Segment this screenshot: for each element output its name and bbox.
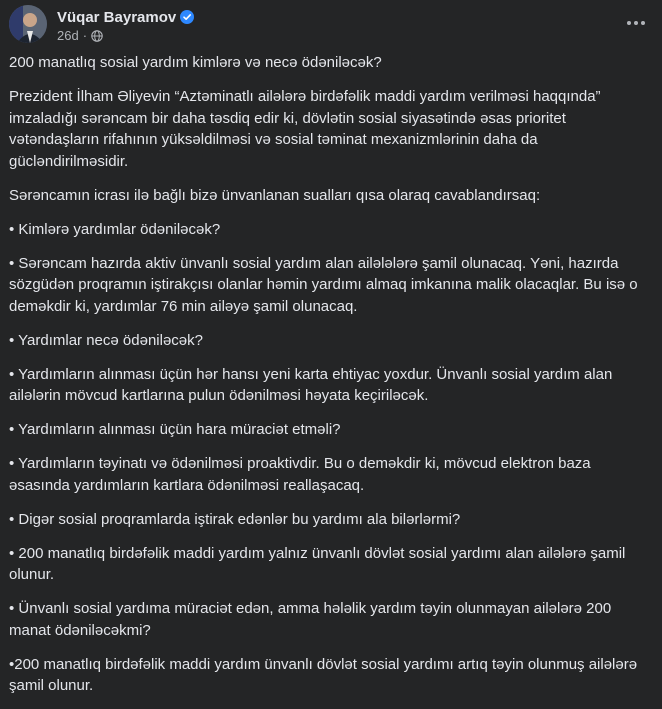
post-meta: [57, 28, 103, 43]
post-paragraph: Sərəncamın icrası ilə bağlı bizə ünvanlanan sualları qısa olaraq cavablandırsaq:: [9, 186, 541, 204]
post-paragraph: 200 manatlıq sosial yardım kimlərə və necə ödəniləcək?: [9, 54, 382, 71]
post-paragraph: • Digər sosial proqramlarda iştirak edənlər bu yardımı ala bilərlərmi?: [9, 510, 461, 528]
meta-separator: ·: [82, 28, 88, 43]
post-paragraph: • Sərəncam hazırda aktiv ünvanlı sosial yardım alan ailələlərə şamil olunacaq. Yəni, hazırda sözgüdən proqramın iştirakçısı olanlar həmin yardımı almaq imkanına malik olacaqlar. Bu isə o deməkdir ki, yardımlar 76 min ailəyə şamil olunacaq.: [9, 254, 638, 315]
post-paragraph: • Kimlərə yardımlar ödəniləcək?: [9, 220, 221, 238]
post-body: [9, 52, 655, 709]
post-paragraph: • Yardımlar necə ödəniləcək?: [9, 331, 203, 349]
post-header: [9, 5, 654, 45]
avatar[interactable]: [9, 5, 47, 43]
author-line: [57, 7, 194, 27]
post-paragraph: Prezident İlham Əliyevin “Aztəminatlı ailələrə birdəfəlik maddi yardım verilməsi haqqında” imzaladığı sərəncam bir daha təsdiq edir ki, dövlətin sosial siyasətində əsas prioritet vətəndaşların rifahının yüksəldilməsi və sosial təminat mexanizmlərinin daha da gücləndirilməsidir.: [9, 88, 601, 170]
post-paragraph: • 200 manatlıq birdəfəlik maddi yardım yalnız ünvanlı dövlət sosial yardımı alan ailələrə şamil olunur.: [9, 544, 626, 583]
globe-icon[interactable]: [91, 30, 103, 42]
more-options-icon[interactable]: [622, 13, 650, 33]
post-paragraph: • Yardımların təyinatı və ödənilməsi proaktivdir. Bu o deməkdir ki, mövcud elektron baza əsasında yardımların kartlara ödənilməsi reallaşacaq.: [9, 455, 591, 494]
post-paragraph: • Yardımların alınması üçün hara müraciət etməli?: [9, 421, 341, 438]
post-paragraph: • Ünvanlı sosial yardıma müraciət edən, amma hələlik yardım təyin olunmayan ailələrə 200 manat ödəniləcəkmi?: [9, 600, 612, 639]
verified-badge-icon: [180, 10, 194, 24]
author-name[interactable]: Vüqar Bayramov: [57, 8, 177, 26]
post-paragraph: •200 manatlıq birdəfəlik maddi yardım ünvanlı dövlət sosial yardımı artıq təyin olunmuş ailələrə şamil olunur.: [9, 655, 638, 694]
post-time[interactable]: 26d: [57, 28, 79, 43]
post-paragraph: • Yardımların alınması üçün hər hansı yeni karta ehtiyac yoxdur. Ünvanlı sosial yardım alan ailələrin mövcud kartlarına pulun ödənilməsi həyata keçiriləcək.: [9, 365, 613, 404]
